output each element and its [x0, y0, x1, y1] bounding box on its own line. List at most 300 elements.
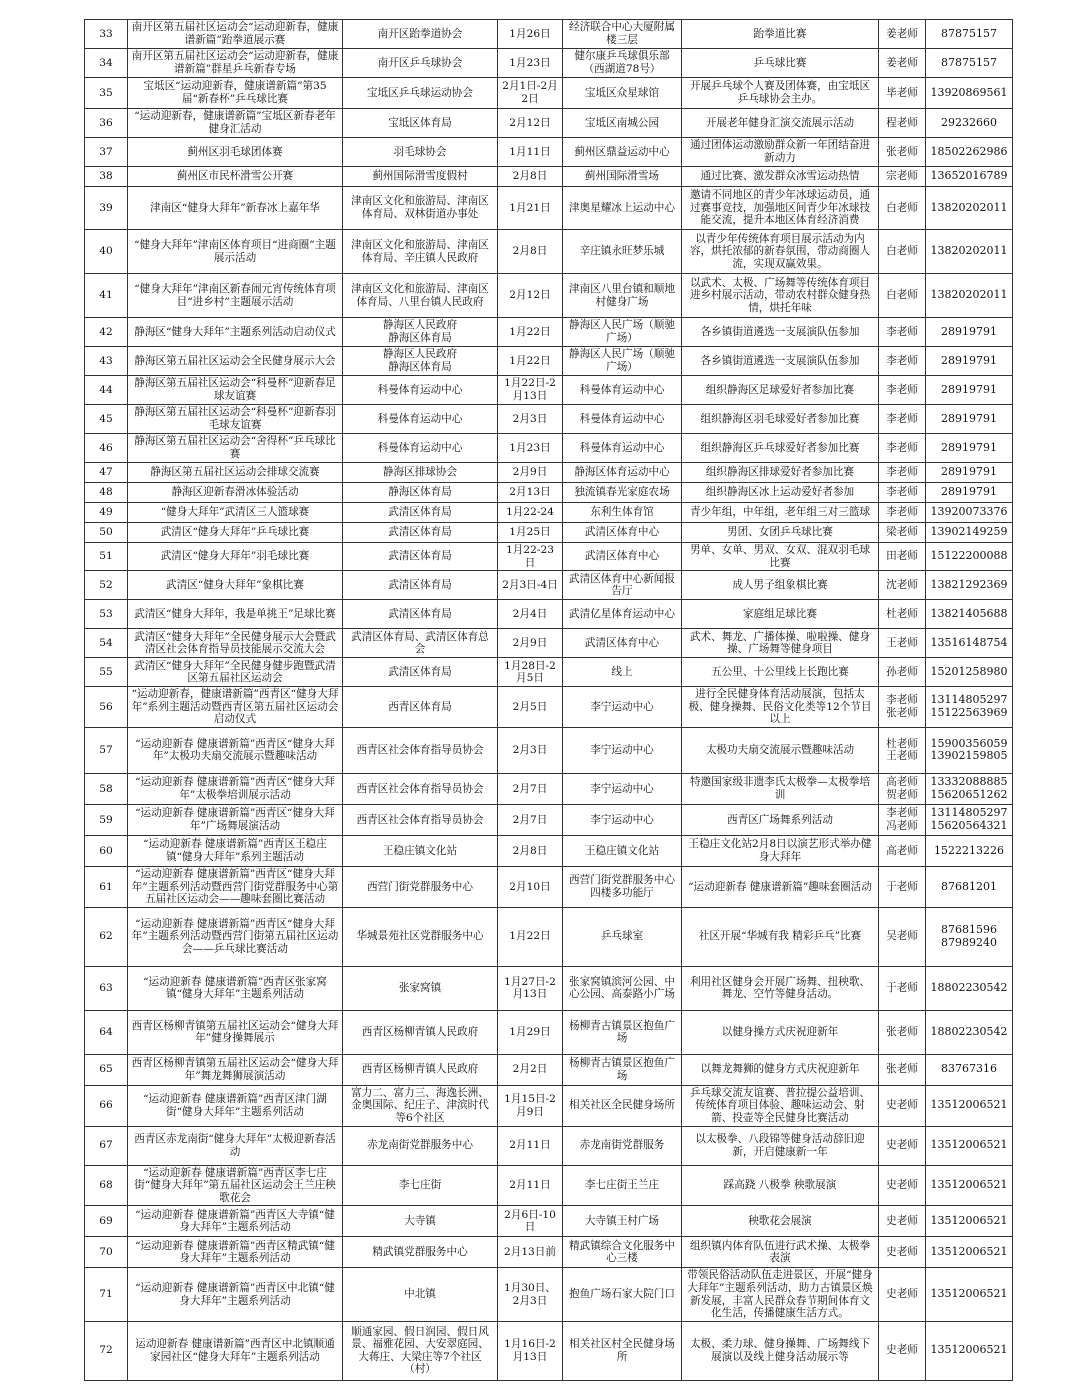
contact-phone-cell: 29232660 — [926, 109, 1013, 138]
organizer-cell: 西青区杨柳青镇人民政府 — [343, 1010, 498, 1054]
contact-phone-cell: 87681201 — [926, 866, 1013, 907]
contact-phone-cell: 28919791 — [926, 376, 1013, 405]
contact-person-cell: 李老师 — [879, 434, 926, 463]
contact-person-cell: 史老师 — [879, 1237, 926, 1268]
row-number-cell: 65 — [85, 1054, 128, 1085]
venue-cell: 西营门街党群服务中心四楼多功能厅 — [563, 866, 682, 907]
activity-name-cell: 西青区赤龙南街“健身大拜年”太极迎新春活动 — [128, 1126, 343, 1165]
venue-cell: 赤龙南街党群服务 — [563, 1126, 682, 1165]
table-row — [85, 629, 1013, 658]
activity-content-cell: 以青少年传统体育项目展示活动为内容，烘托浓郁的新春氛围，带动商圈人流，实现双赢效果。 — [682, 230, 879, 274]
organizer-cell: 武清区体育局 — [343, 571, 498, 600]
row-number-cell: 45 — [85, 405, 128, 434]
contact-phone-cell: 13516148754 — [926, 629, 1013, 658]
activity-content-cell: 通过比赛、激发群众冰雪运动热情 — [682, 167, 879, 187]
venue-cell: 蓟州国际滑雪场 — [563, 167, 682, 187]
venue-cell: 武清区体育中心 — [563, 629, 682, 658]
activity-name-cell: 静海区第五届社区运动会全民健身展示大会 — [128, 347, 343, 376]
organizer-cell: 西青区社会体育指导员协会 — [343, 727, 498, 773]
activity-date-cell: 2月4日 — [498, 600, 563, 629]
contact-person-cell: 李老师 — [879, 318, 926, 347]
contact-phone-cell: 13512006521 — [926, 1165, 1013, 1206]
activity-date-cell: 1月27日-2月13日 — [498, 966, 563, 1010]
activity-date-cell: 2月3日 — [498, 727, 563, 773]
activity-date-cell: 2月8日 — [498, 167, 563, 187]
contact-phone-cell: 1522213226 — [926, 835, 1013, 866]
activity-date-cell: 1月29日 — [498, 1010, 563, 1054]
organizer-cell: 静海区排球协会 — [343, 463, 498, 483]
activity-date-cell: 2月12日 — [498, 109, 563, 138]
activity-date-cell: 2月9日 — [498, 463, 563, 483]
contact-person-cell: 姜老师 — [879, 20, 926, 49]
row-number-cell: 33 — [85, 20, 128, 49]
activity-content-cell: 成人男子组象棋比赛 — [682, 571, 879, 600]
contact-phone-cell: 13512006521 — [926, 1206, 1013, 1237]
row-number-cell: 40 — [85, 230, 128, 274]
activity-content-cell: 家庭组足球比赛 — [682, 600, 879, 629]
activity-content-cell: 进行全民健身体育活动展演，包括太极、健身操舞、民俗文化类等12个节目以上 — [682, 687, 879, 728]
activity-name-cell: 静海区“健身大拜年”主题系列活动启动仪式 — [128, 318, 343, 347]
contact-person-cell: 史老师 — [879, 1126, 926, 1165]
table-row — [85, 866, 1013, 907]
activity-content-cell: 开展乒乓球个人赛及团体赛，由宝坻区乒乓球协会主办。 — [682, 78, 879, 109]
table-row — [85, 20, 1013, 49]
contact-person-cell: 田老师 — [879, 543, 926, 571]
contact-person-cell: 史老师 — [879, 1085, 926, 1126]
venue-cell: 线上 — [563, 658, 682, 687]
activity-name-cell: 津南区“健身大拜年”新春冰上嘉年华 — [128, 187, 343, 230]
contact-phone-cell: 28919791 — [926, 318, 1013, 347]
row-number-cell: 57 — [85, 727, 128, 773]
organizer-cell: 武清区体育局 — [343, 543, 498, 571]
organizer-cell: 王稳庄镇文化站 — [343, 835, 498, 866]
activity-date-cell: 2月12日 — [498, 274, 563, 318]
activity-name-cell: “健身大拜年”津南区体育项目“进商圈”主题展示活动 — [128, 230, 343, 274]
venue-cell: 津奥星耀冰上运动中心 — [563, 187, 682, 230]
contact-person-cell: 宗老师 — [879, 167, 926, 187]
row-number-cell: 61 — [85, 866, 128, 907]
organizer-cell: 津南区文化和旅游局、津南区体育局、辛庄镇人民政府 — [343, 230, 498, 274]
venue-cell: 李宁运动中心 — [563, 687, 682, 728]
activity-content-cell: 开展老年健身汇演交流展示活动 — [682, 109, 879, 138]
organizer-cell: 张家窝镇 — [343, 966, 498, 1010]
contact-person-cell: 张老师 — [879, 1010, 926, 1054]
activity-content-cell: 组织静海区排球爱好者参加比赛 — [682, 463, 879, 483]
venue-cell: 宝坻区南城公园 — [563, 109, 682, 138]
organizer-cell: 西青区社会体育指导员协会 — [343, 804, 498, 835]
activity-name-cell: 蓟州区羽毛球团体赛 — [128, 138, 343, 167]
activity-date-cell: 1月11日 — [498, 138, 563, 167]
row-number-cell: 63 — [85, 966, 128, 1010]
activity-name-cell: 武清区“健身大拜年”乒乓球比赛 — [128, 523, 343, 543]
organizer-cell: 精武镇党群服务中心 — [343, 1237, 498, 1268]
table-row — [85, 49, 1013, 78]
row-number-cell: 50 — [85, 523, 128, 543]
table-row — [85, 463, 1013, 483]
contact-person-cell: 李老师 冯老师 — [879, 804, 926, 835]
row-number-cell: 38 — [85, 167, 128, 187]
activity-date-cell: 2月8日 — [498, 230, 563, 274]
activity-date-cell: 2月3日 — [498, 405, 563, 434]
table-row — [85, 835, 1013, 866]
organizer-cell: 华城景苑社区党群服务中心 — [343, 907, 498, 966]
table-row — [85, 1126, 1013, 1165]
table-row — [85, 571, 1013, 600]
venue-cell: 李宁运动中心 — [563, 804, 682, 835]
activity-date-cell: 2月10日 — [498, 866, 563, 907]
activity-name-cell: “运动迎新春 健康谱新篇”西青区张家窝镇“健身大拜年”主题系列活动 — [128, 966, 343, 1010]
table-row — [85, 483, 1013, 503]
venue-cell: 蓟州区鼎益运动中心 — [563, 138, 682, 167]
activity-name-cell: 武清区“健身大拜年”羽毛球比赛 — [128, 543, 343, 571]
contact-phone-cell: 13512006521 — [926, 1237, 1013, 1268]
venue-cell: 辛庄镇永旺梦乐城 — [563, 230, 682, 274]
organizer-cell: 科曼体育运动中心 — [343, 434, 498, 463]
venue-cell: 宝坻区众星球馆 — [563, 78, 682, 109]
contact-phone-cell: 15201258980 — [926, 658, 1013, 687]
organizer-cell: 蓟州国际滑雪度假村 — [343, 167, 498, 187]
organizer-cell: 宝坻区体育局 — [343, 109, 498, 138]
organizer-cell: 武清区体育局 — [343, 503, 498, 523]
contact-person-cell: 史老师 — [879, 1321, 926, 1380]
activity-name-cell: 西青区杨柳青镇第五届社区运动会“健身大拜年”舞龙舞狮展演活动 — [128, 1054, 343, 1085]
organizer-cell: 顺通家园、假日润园、假日风景、福雅花园、大安翠庭园、大蒋庄、大梁庄等7个社区（村） — [343, 1321, 498, 1380]
activity-name-cell: 蓟州区市民杯滑雪公开赛 — [128, 167, 343, 187]
contact-phone-cell: 13512006521 — [926, 1268, 1013, 1321]
venue-cell: 精武镇综合文化服务中心三楼 — [563, 1237, 682, 1268]
activity-content-cell: 踩高跷 八极拳 秧歌展演 — [682, 1165, 879, 1206]
activity-content-cell: “运动迎新春 健康谱新篇”趣味套圈活动 — [682, 866, 879, 907]
row-number-cell: 49 — [85, 503, 128, 523]
activity-name-cell: “运动迎新春 健康谱新篇”西青区“健身大拜年”主题系列活动暨西营门街党群服务中心第五届社区运动会——趣味套圈比赛活动 — [128, 866, 343, 907]
contact-person-cell: 李老师 — [879, 347, 926, 376]
venue-cell: 相关社区村全民健身场所 — [563, 1321, 682, 1380]
activity-name-cell: 武清区“健身大拜年”象棋比赛 — [128, 571, 343, 600]
activity-content-cell: 带领民俗活动队伍走进景区，开展“健身大拜年”主题系列活动，助力古镇景区焕新发展，丰富人民群众春节期间体育文化生活，传播健康生活方式。 — [682, 1268, 879, 1321]
row-number-cell: 37 — [85, 138, 128, 167]
activity-name-cell: “运动迎新春 健康谱新篇”西青区津门湖街“健身大拜年”主题系列活动 — [128, 1085, 343, 1126]
venue-cell: 健尔康乒乓球俱乐部（西湖道78号） — [563, 49, 682, 78]
venue-cell: 王稳庄镇文化站 — [563, 835, 682, 866]
activity-content-cell: 武术、舞龙、广播体操、啦啦操、健身操、广场舞等健身项目 — [682, 629, 879, 658]
table-row — [85, 687, 1013, 728]
table-row — [85, 1237, 1013, 1268]
activity-content-cell: 组织静海区乒乓球爱好者参加比赛 — [682, 434, 879, 463]
table-row — [85, 727, 1013, 773]
contact-phone-cell: 87875157 — [926, 20, 1013, 49]
row-number-cell: 56 — [85, 687, 128, 728]
activity-name-cell: “运动迎新春 健康谱新篇”西青区“健身大拜年”太极拳培训展示活动 — [128, 773, 343, 804]
activity-date-cell: 2月6日-10日 — [498, 1206, 563, 1237]
organizer-cell: 富力二、富力三、海逸长洲、金奥国际、纪庄子、津滨时代等6个社区 — [343, 1085, 498, 1126]
contact-phone-cell: 13902149259 — [926, 523, 1013, 543]
activity-date-cell: 1月22-23日 — [498, 543, 563, 571]
activity-date-cell: 2月7日 — [498, 804, 563, 835]
contact-person-cell: 李老师 — [879, 503, 926, 523]
contact-person-cell: 吴老师 — [879, 907, 926, 966]
activity-date-cell: 1月21日 — [498, 187, 563, 230]
row-number-cell: 43 — [85, 347, 128, 376]
activity-content-cell: 通过团体运动激励群众新一年团结奋进新动力 — [682, 138, 879, 167]
activity-content-cell: 邀请不同地区的青少年冰球运动员，通过赛事竞技，加强地区间青少年冰球技能交流，提升本地区体育经济消费 — [682, 187, 879, 230]
venue-cell: 津南区八里台镇和顺地村健身广场 — [563, 274, 682, 318]
row-number-cell: 67 — [85, 1126, 128, 1165]
contact-phone-cell: 13920869561 — [926, 78, 1013, 109]
organizer-cell: 武清区体育局 — [343, 523, 498, 543]
activity-date-cell: 2月13日 — [498, 483, 563, 503]
row-number-cell: 71 — [85, 1268, 128, 1321]
venue-cell: 大寺镇王村广场 — [563, 1206, 682, 1237]
contact-phone-cell: 13821292369 — [926, 571, 1013, 600]
activity-content-cell: 太极功夫扇交流展示暨趣味活动 — [682, 727, 879, 773]
venue-cell: 武清区体育中心新闻报告厅 — [563, 571, 682, 600]
row-number-cell: 47 — [85, 463, 128, 483]
activity-date-cell: 2月2日 — [498, 1054, 563, 1085]
activity-content-cell: 以太极拳、八段锦等健身活动辞旧迎新，开启健康新一年 — [682, 1126, 879, 1165]
activity-name-cell: “运动迎新春，健康谱新篇”西青区“健身大拜年”系列主题活动暨西青区第五届社区运动会启动仪式 — [128, 687, 343, 728]
activity-name-cell: “运动迎新春 健康谱新篇”西青区李七庄街“健身大拜年”第五届社区运动会王兰庄秧歌花会 — [128, 1165, 343, 1206]
table-row — [85, 1321, 1013, 1380]
activity-date-cell: 1月15日-2月9日 — [498, 1085, 563, 1126]
activity-name-cell: “运动迎新春 健康谱新篇”西青区中北镇“健身大拜年”主题系列活动 — [128, 1268, 343, 1321]
contact-phone-cell: 28919791 — [926, 483, 1013, 503]
activity-content-cell: 组织静海区冰上运动爱好者参加 — [682, 483, 879, 503]
table-row — [85, 434, 1013, 463]
contact-person-cell: 毕老师 — [879, 78, 926, 109]
activity-date-cell: 1月22日 — [498, 907, 563, 966]
activity-date-cell: 2月11日 — [498, 1165, 563, 1206]
contact-phone-cell: 28919791 — [926, 405, 1013, 434]
row-number-cell: 44 — [85, 376, 128, 405]
contact-phone-cell: 13821405688 — [926, 600, 1013, 629]
activity-date-cell: 2月11日 — [498, 1126, 563, 1165]
contact-person-cell: 白老师 — [879, 274, 926, 318]
contact-person-cell: 李老师 — [879, 463, 926, 483]
activity-content-cell: 王稳庄文化站2月8日以演艺形式举办健身大拜年 — [682, 835, 879, 866]
table-row — [85, 1010, 1013, 1054]
row-number-cell: 46 — [85, 434, 128, 463]
contact-phone-cell: 13820202011 — [926, 187, 1013, 230]
row-number-cell: 36 — [85, 109, 128, 138]
venue-cell: 独流镇春光家庭农场 — [563, 483, 682, 503]
activity-date-cell: 1月25日 — [498, 523, 563, 543]
contact-person-cell: 史老师 — [879, 1165, 926, 1206]
organizer-cell: 大寺镇 — [343, 1206, 498, 1237]
row-number-cell: 35 — [85, 78, 128, 109]
row-number-cell: 62 — [85, 907, 128, 966]
organizer-cell: 中北镇 — [343, 1268, 498, 1321]
activity-date-cell: 2月9日 — [498, 629, 563, 658]
activity-content-cell: 各乡镇街道遴选一支展演队伍参加 — [682, 318, 879, 347]
organizer-cell: 西青区杨柳青镇人民政府 — [343, 1054, 498, 1085]
contact-phone-cell: 28919791 — [926, 434, 1013, 463]
table-row — [85, 347, 1013, 376]
venue-cell: 武清亿星体育运动中心 — [563, 600, 682, 629]
venue-cell: 乒乓球室 — [563, 907, 682, 966]
organizer-cell: 李七庄街 — [343, 1165, 498, 1206]
row-number-cell: 70 — [85, 1237, 128, 1268]
contact-person-cell: 白老师 — [879, 230, 926, 274]
table-row — [85, 1268, 1013, 1321]
contact-person-cell: 李老师 — [879, 483, 926, 503]
activity-name-cell: 静海区第五届社区运动会“科曼杯”迎新春羽毛球友谊赛 — [128, 405, 343, 434]
table-row — [85, 907, 1013, 966]
activity-date-cell: 2月7日 — [498, 773, 563, 804]
activity-name-cell: “运动迎新春 健康谱新篇”西青区“健身大拜年”广场舞展演活动 — [128, 804, 343, 835]
activity-content-cell: 以健身操方式庆祝迎新年 — [682, 1010, 879, 1054]
row-number-cell: 39 — [85, 187, 128, 230]
contact-person-cell: 史老师 — [879, 1268, 926, 1321]
row-number-cell: 54 — [85, 629, 128, 658]
activity-schedule-document — [84, 19, 1006, 1381]
activity-content-cell: 组织静海区羽毛球爱好者参加比赛 — [682, 405, 879, 434]
organizer-cell: 西营门街党群服务中心 — [343, 866, 498, 907]
organizer-cell: 西青区体育局 — [343, 687, 498, 728]
venue-cell: 武清区体育中心 — [563, 543, 682, 571]
contact-phone-cell: 13332088885 15620651262 — [926, 773, 1013, 804]
contact-phone-cell: 15900356059 13902159805 — [926, 727, 1013, 773]
activity-content-cell: 乒乓球交流友谊赛、普拉提公益培训、传统体育项目体验、趣味运动会、射箭、投壶等全民健身比赛活动 — [682, 1085, 879, 1126]
activity-content-cell: 五公里、十公里线上长跑比赛 — [682, 658, 879, 687]
row-number-cell: 41 — [85, 274, 128, 318]
activity-content-cell: 西青区广场舞系列活动 — [682, 804, 879, 835]
activity-content-cell: 男团、女团乒乓球比赛 — [682, 523, 879, 543]
organizer-cell: 津南区文化和旅游局、津南区体育局、双林街道办事处 — [343, 187, 498, 230]
venue-cell: 科曼体育运动中心 — [563, 405, 682, 434]
activity-content-cell: 以武术、太极、广场舞等传统体育项目进乡村展示活动，带动农村群众健身热情，烘托年味 — [682, 274, 879, 318]
activity-date-cell: 2月8日 — [498, 835, 563, 866]
row-number-cell: 51 — [85, 543, 128, 571]
table-row — [85, 1085, 1013, 1126]
contact-person-cell: 白老师 — [879, 187, 926, 230]
contact-person-cell: 史老师 — [879, 1206, 926, 1237]
contact-person-cell: 李老师 — [879, 405, 926, 434]
contact-person-cell: 沈老师 — [879, 571, 926, 600]
contact-person-cell: 杜老师 王老师 — [879, 727, 926, 773]
table-row — [85, 804, 1013, 835]
activity-date-cell: 1月28日-2月5日 — [498, 658, 563, 687]
row-number-cell: 59 — [85, 804, 128, 835]
contact-phone-cell: 13820202011 — [926, 230, 1013, 274]
contact-person-cell: 于老师 — [879, 866, 926, 907]
organizer-cell: 南开区跆拳道协会 — [343, 20, 498, 49]
contact-phone-cell: 13114805297 15122563969 — [926, 687, 1013, 728]
activity-name-cell: “运动迎新春 健康谱新篇”西青区“健身大拜年”主题系列活动暨西营门街第五届社区运动会——乒乓球比赛活动 — [128, 907, 343, 966]
contact-phone-cell: 15122200088 — [926, 543, 1013, 571]
activity-content-cell: 青少年组，中年组，老年组三对三篮球 — [682, 503, 879, 523]
contact-person-cell: 杜老师 — [879, 600, 926, 629]
row-number-cell: 60 — [85, 835, 128, 866]
table-row — [85, 138, 1013, 167]
activity-name-cell: 静海区第五届社区运动会排球交流赛 — [128, 463, 343, 483]
activity-date-cell: 1月26日 — [498, 20, 563, 49]
activity-content-cell: 特邀国家级非遗李氏太极拳—太极拳培训 — [682, 773, 879, 804]
contact-person-cell: 姜老师 — [879, 49, 926, 78]
organizer-cell: 南开区乒乓球协会 — [343, 49, 498, 78]
activity-name-cell: “运动迎新春，健康谱新篇”宝坻区新春老年健身汇活动 — [128, 109, 343, 138]
venue-cell: 张家窝镇滨河公园、中心公园、高泰路小广场 — [563, 966, 682, 1010]
activity-content-cell: 组织静海区足球爱好者参加比赛 — [682, 376, 879, 405]
organizer-cell: 静海区体育局 — [343, 483, 498, 503]
contact-phone-cell: 13114805297 15620564321 — [926, 804, 1013, 835]
activity-date-cell: 1月30日、2月3日 — [498, 1268, 563, 1321]
activity-name-cell: 武清区“健身大拜年”全民健身健步跑暨武清区第五届社区运动会 — [128, 658, 343, 687]
contact-person-cell: 李老师 张老师 — [879, 687, 926, 728]
venue-cell: 经济联合中心大厦附属楼三层 — [563, 20, 682, 49]
row-number-cell: 53 — [85, 600, 128, 629]
contact-phone-cell: 87875157 — [926, 49, 1013, 78]
venue-cell: 科曼体育运动中心 — [563, 376, 682, 405]
venue-cell: 科曼体育运动中心 — [563, 434, 682, 463]
activity-content-cell: 各乡镇街道遴选一支展演队伍参加 — [682, 347, 879, 376]
organizer-cell: 津南区文化和旅游局、津南区体育局、八里台镇人民政府 — [343, 274, 498, 318]
venue-cell: 李七庄街王兰庄 — [563, 1165, 682, 1206]
activity-date-cell: 2月13日前 — [498, 1237, 563, 1268]
organizer-cell: 武清区体育局 — [343, 600, 498, 629]
activity-content-cell: 太极、柔力球、健身操舞、广场舞线下展演以及线上健身活动展示等 — [682, 1321, 879, 1380]
organizer-cell: 赤龙南街党群服务中心 — [343, 1126, 498, 1165]
table-row — [85, 1206, 1013, 1237]
venue-cell: 李宁运动中心 — [563, 727, 682, 773]
table-row — [85, 1054, 1013, 1085]
table-row — [85, 230, 1013, 274]
contact-person-cell: 高老师 — [879, 835, 926, 866]
activity-name-cell: “健身大拜年”武清区三人篮球赛 — [128, 503, 343, 523]
contact-person-cell: 孙老师 — [879, 658, 926, 687]
venue-cell: 静海区人民广场（顺驰广场） — [563, 318, 682, 347]
table-row — [85, 600, 1013, 629]
organizer-cell: 科曼体育运动中心 — [343, 376, 498, 405]
table-row — [85, 274, 1013, 318]
organizer-cell: 静海区人民政府 静海区体育局 — [343, 347, 498, 376]
activity-date-cell: 1月23日 — [498, 49, 563, 78]
contact-phone-cell: 18502262986 — [926, 138, 1013, 167]
contact-phone-cell: 18802230542 — [926, 1010, 1013, 1054]
contact-phone-cell: 13652016789 — [926, 167, 1013, 187]
activity-name-cell: 宝坻区“运动迎新春，健康谱新篇”第35届“新春杯”乒乓球比赛 — [128, 78, 343, 109]
contact-phone-cell: 87681596 87989240 — [926, 907, 1013, 966]
activity-content-cell: 组织镇内体育队伍进行武术操、太极拳表演 — [682, 1237, 879, 1268]
table-row — [85, 376, 1013, 405]
contact-person-cell: 李老师 — [879, 376, 926, 405]
table-row — [85, 658, 1013, 687]
contact-person-cell: 高老师 贺老师 — [879, 773, 926, 804]
table-row — [85, 109, 1013, 138]
row-number-cell: 66 — [85, 1085, 128, 1126]
venue-cell: 相关社区全民健身场所 — [563, 1085, 682, 1126]
row-number-cell: 42 — [85, 318, 128, 347]
row-number-cell: 52 — [85, 571, 128, 600]
venue-cell: 东利生体育馆 — [563, 503, 682, 523]
table-row — [85, 1165, 1013, 1206]
activity-name-cell: 武清区“健身大拜年”全民健身展示大会暨武清区社会体育指导员技能展示交流大会 — [128, 629, 343, 658]
contact-phone-cell: 13512006521 — [926, 1085, 1013, 1126]
venue-cell: 静海区人民广场（顺驰广场） — [563, 347, 682, 376]
activity-date-cell: 1月22日 — [498, 318, 563, 347]
activity-name-cell: 静海区第五届社区运动会“科曼杯”迎新春足球友谊赛 — [128, 376, 343, 405]
row-number-cell: 68 — [85, 1165, 128, 1206]
contact-phone-cell: 13512006521 — [926, 1126, 1013, 1165]
activity-content-cell: 男单、女单、男双、女双、混双羽毛球比赛 — [682, 543, 879, 571]
activity-content-cell: 秧歌花会展演 — [682, 1206, 879, 1237]
activity-name-cell: 运动迎新春 健康谱新篇”西青区中北镇顺通家园社区“健身大拜年”主题系列活动 — [128, 1321, 343, 1380]
organizer-cell: 静海区人民政府 静海区体育局 — [343, 318, 498, 347]
table-row — [85, 966, 1013, 1010]
row-number-cell: 48 — [85, 483, 128, 503]
venue-cell: 杨柳青古镇景区抱鱼广场 — [563, 1054, 682, 1085]
organizer-cell: 羽毛球协会 — [343, 138, 498, 167]
activity-name-cell: “运动迎新春 健康谱新篇”西青区大寺镇“健身大拜年”主题系列活动 — [128, 1206, 343, 1237]
